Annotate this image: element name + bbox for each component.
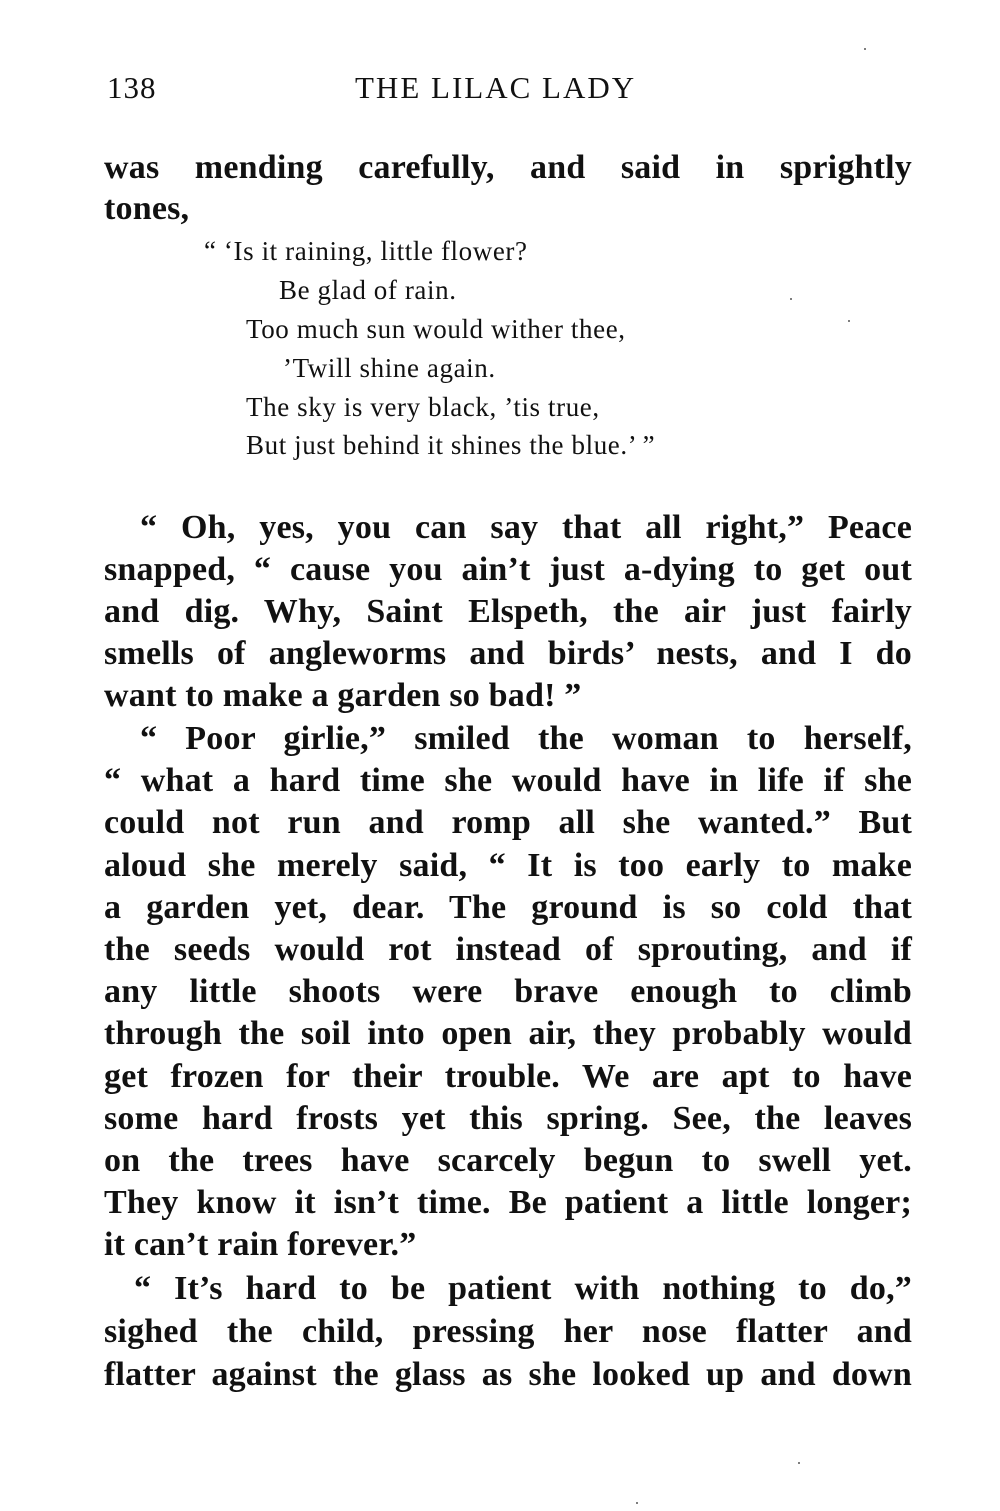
text-line: “ It’s hard to be patient with nothing to do,” — [134, 1270, 912, 1307]
page-header — [107, 70, 907, 110]
text-line: “ what a hard time she would have in life if she — [104, 762, 912, 799]
text-line: want to make a garden so bad! ” — [104, 677, 582, 714]
scan-speck — [864, 48, 866, 50]
text-line: tones, — [104, 190, 190, 227]
scan-speck — [636, 1502, 638, 1504]
page-number: 138 — [107, 70, 157, 105]
running-title: THE LILAC LADY — [355, 70, 637, 105]
text-line: They know it isn’t time. Be patient a little longer; — [104, 1184, 912, 1221]
text-line: smells of angleworms and birds’ nests, and I do — [104, 635, 912, 672]
text-line: some hard frosts yet this spring. See, the leaves — [104, 1100, 912, 1137]
text-line: was mending carefully, and said in sprightly — [104, 149, 912, 186]
text-line: a garden yet, dear. The ground is so cold that — [104, 889, 912, 926]
scan-speck — [790, 298, 792, 300]
text-line: it can’t rain forever.” — [104, 1226, 417, 1263]
text-line: flatter against the glass as she looked up and down — [104, 1356, 912, 1393]
poem-line: The sky is very black, ’tis true, — [246, 392, 600, 422]
text-line: any little shoots were brave enough to climb — [104, 973, 912, 1010]
text-line: snapped, “ cause you ain’t just a-dying to get out — [104, 551, 912, 588]
text-line: “ Oh, yes, you can say that all right,” Peace — [140, 509, 912, 546]
text-line: sighed the child, pressing her nose flatter and — [104, 1313, 912, 1350]
text-line: get frozen for their trouble. We are apt to have — [104, 1058, 912, 1095]
text-line: could not run and romp all she wanted.” But — [104, 804, 912, 841]
text-line: on the trees have scarcely begun to swell yet. — [104, 1142, 912, 1179]
poem-line: But just behind it shines the blue.’ ” — [246, 430, 656, 460]
poem-line: Be glad of rain. — [279, 275, 457, 305]
text-line: aloud she merely said, “ It is too early to make — [104, 847, 912, 884]
scan-speck — [798, 1462, 800, 1464]
scan-speck — [848, 320, 850, 322]
text-line: “ Poor girlie,” smiled the woman to herself, — [140, 720, 912, 757]
text-line: through the soil into open air, they probably would — [104, 1015, 912, 1052]
text-line: the seeds would rot instead of sprouting, and if — [104, 931, 912, 968]
text-line: and dig. Why, Saint Elspeth, the air just fairly — [104, 593, 912, 630]
poem-line: Too much sun would wither thee, — [246, 314, 626, 344]
poem-line: “ ‘Is it raining, little flower? — [204, 236, 528, 266]
poem-line: ’Twill shine again. — [283, 353, 496, 383]
